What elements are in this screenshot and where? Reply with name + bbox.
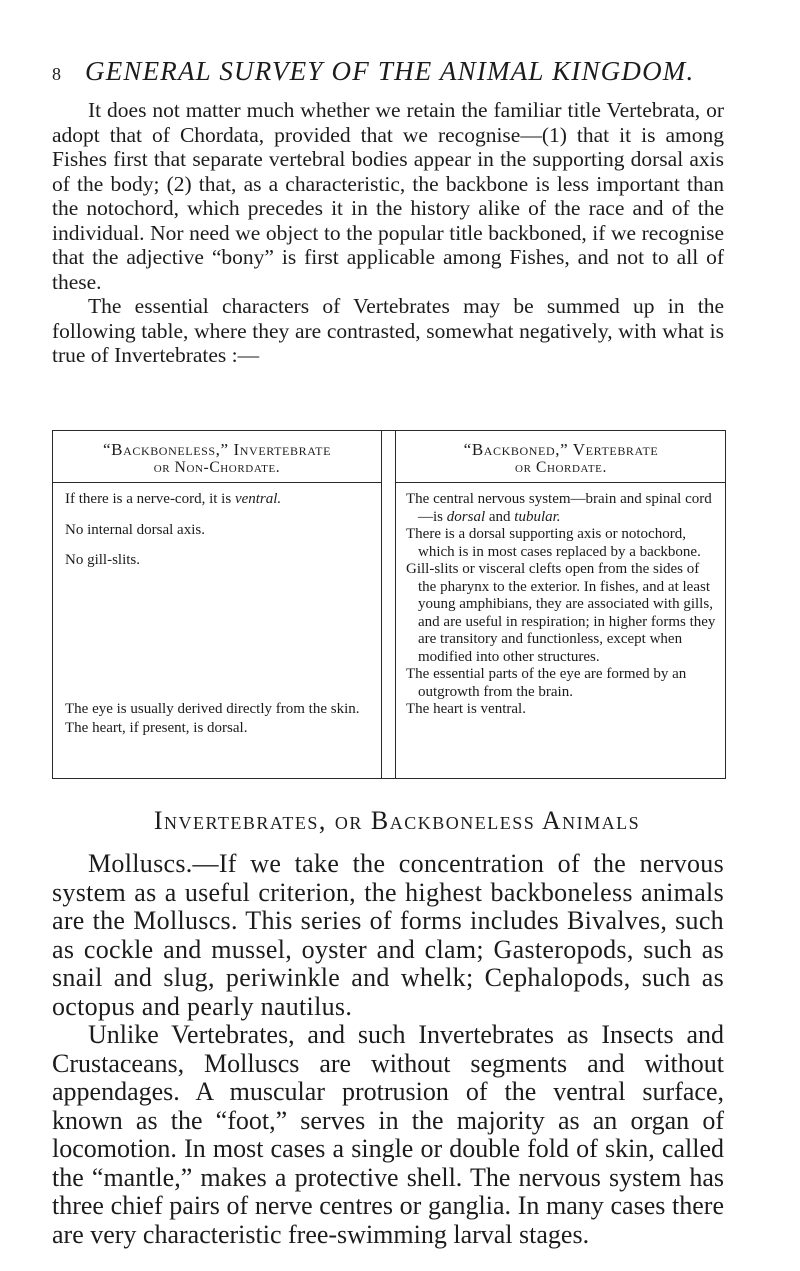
section-heading: Invertebrates, or Backboneless Animals (153, 806, 641, 835)
vertebrate-column-heading: “Backboned,” Vertebrate or Chordate. (396, 431, 726, 483)
comparison-table (52, 430, 726, 779)
vertebrate-column (395, 431, 726, 778)
invertebrate-column-body (53, 483, 381, 738)
body-text (52, 850, 724, 1249)
vertebrate-gill-slits: Gill-slits or visceral clefts open from the sides of the pharynx to the exterior. In fishes, and at least young amphibians, they are associated with gills, and are useful in respiration; in higher forms they are transitory and functionless, except when modified into other structures. (406, 561, 716, 665)
vertebrate-nervous-system: The central nervous system—brain and spinal cord—is dorsal and tubular. (406, 491, 712, 525)
vertebrate-heart: The heart is ventral. (406, 701, 526, 717)
intro-paragraph-1: It does not matter much whether we retain the familiar title Vertebrata, or adopt that of Chordata, provided that we recognise—(1) that it is among Fishes first that separate vertebral bodies appear in the supporting dorsal axis of the body; (2) that, as a characteristic, the backbone is less important than the notochord, which precedes it in the history alike of the race and of the individual. Nor need we object to the popular title backboned, if we recognise that the adjective “bony” is first applicable among Fishes, and not to all of these. (52, 98, 724, 294)
intro-paragraph-2: The essential characters of Vertebrates may be summed up in the following table, where they are contrasted, somewhat negatively, with what is true of Invertebrates :— (52, 294, 724, 367)
page-number: 8 (52, 64, 61, 84)
invertebrate-column-heading: “Backboneless,” Invertebrate or Non-Chordate. (53, 431, 381, 483)
invertebrate-eye: The eye is usually derived directly from the skin. (65, 700, 360, 717)
vertebrate-eye: The essential parts of the eye are formed by an outgrowth from the brain. (406, 666, 687, 700)
running-title: GENERAL SURVEY OF THE ANIMAL KINGDOM. (85, 56, 695, 86)
body-paragraph-1: Molluscs.—If we take the concentration of the nervous system as a useful criterion, the highest backboneless animals are the Molluscs. This series of forms includes Bivalves, such as cockle and mussel, oyster and clam; Gasteropods, such as snail and slug, periwinkle and whelk; Cephalopods, such as octopus and pearly nautilus. (52, 849, 724, 1021)
body-paragraph-2: Unlike Vertebrates, and such Invertebrates as Insects and Crustaceans, Molluscs are without segments and without appendages. A muscular protrusion of the ventral surface, known as the “foot,” serves in the majority as an organ of locomotion. In most cases a single or double fold of skin, called the “mantle,” makes a protective shell. The nervous system has three chief pairs of nerve centres or ganglia. In many cases there are very characteristic free-swimming larval stages. (52, 1020, 724, 1249)
intro-text (52, 98, 724, 368)
invertebrate-gill-slits: No gill-slits. (65, 552, 141, 568)
invertebrate-heart: The heart, if present, is dorsal. (65, 720, 248, 736)
vertebrate-column-body (396, 483, 726, 719)
running-head (52, 56, 742, 89)
invertebrate-column (53, 431, 382, 778)
vertebrate-notochord: There is a dorsal supporting axis or notochord, which is in most cases replaced by a backbone. (406, 526, 701, 560)
invertebrate-nerve-cord: If there is a nerve-cord, it is ventral. (65, 491, 282, 507)
invertebrate-dorsal-axis: No internal dorsal axis. (65, 521, 205, 538)
